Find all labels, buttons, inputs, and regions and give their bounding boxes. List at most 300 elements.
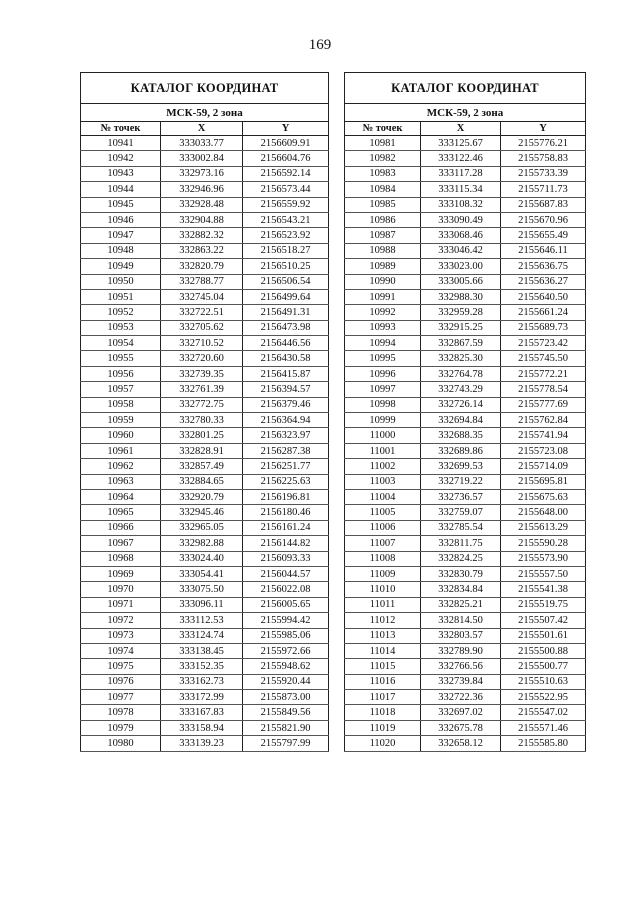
y-coordinate-cell: 2156506.54 bbox=[243, 274, 329, 289]
x-coordinate-cell: 333112.53 bbox=[161, 613, 243, 628]
table-row bbox=[345, 489, 586, 504]
y-coordinate-cell: 2156323.97 bbox=[243, 428, 329, 443]
y-coordinate-cell: 2156144.82 bbox=[243, 536, 329, 551]
point-number-cell: 11006 bbox=[345, 520, 421, 535]
y-coordinate-cell: 2156609.91 bbox=[243, 136, 329, 151]
y-coordinate-cell: 2155557.50 bbox=[501, 566, 586, 581]
table-row bbox=[345, 259, 586, 274]
column-header-y: Y bbox=[501, 122, 586, 136]
point-number-cell: 10972 bbox=[81, 613, 161, 628]
x-coordinate-cell: 332830.79 bbox=[421, 566, 501, 581]
point-number-cell: 10964 bbox=[81, 489, 161, 504]
y-coordinate-cell: 2155948.62 bbox=[243, 659, 329, 674]
x-coordinate-cell: 333096.11 bbox=[161, 597, 243, 612]
column-header-point-number: № точек bbox=[81, 122, 161, 136]
table-row bbox=[81, 597, 329, 612]
table-row bbox=[81, 413, 329, 428]
y-coordinate-cell: 2155646.11 bbox=[501, 243, 586, 258]
point-number-cell: 10960 bbox=[81, 428, 161, 443]
table-row bbox=[345, 520, 586, 535]
point-number-cell: 10966 bbox=[81, 520, 161, 535]
y-coordinate-cell: 2155585.80 bbox=[501, 736, 586, 751]
table-row bbox=[345, 182, 586, 197]
x-coordinate-cell: 332772.75 bbox=[161, 397, 243, 412]
x-coordinate-cell: 333054.41 bbox=[161, 566, 243, 581]
y-coordinate-cell: 2155636.75 bbox=[501, 259, 586, 274]
point-number-cell: 11008 bbox=[345, 551, 421, 566]
y-coordinate-cell: 2156592.14 bbox=[243, 166, 329, 181]
point-number-cell: 10997 bbox=[345, 382, 421, 397]
y-coordinate-cell: 2156604.76 bbox=[243, 151, 329, 166]
x-coordinate-cell: 333033.77 bbox=[161, 136, 243, 151]
point-number-cell: 11012 bbox=[345, 613, 421, 628]
point-number-cell: 10996 bbox=[345, 366, 421, 381]
table-title: КАТАЛОГ КООРДИНАТ bbox=[81, 73, 329, 104]
table-row bbox=[345, 705, 586, 720]
y-coordinate-cell: 2155758.83 bbox=[501, 151, 586, 166]
y-coordinate-cell: 2156430.58 bbox=[243, 351, 329, 366]
x-coordinate-cell: 333115.34 bbox=[421, 182, 501, 197]
table-row bbox=[81, 382, 329, 397]
y-coordinate-cell: 2156093.33 bbox=[243, 551, 329, 566]
y-coordinate-cell: 2155762.84 bbox=[501, 413, 586, 428]
table-row bbox=[81, 582, 329, 597]
y-coordinate-cell: 2156491.31 bbox=[243, 305, 329, 320]
point-number-cell: 11002 bbox=[345, 459, 421, 474]
y-coordinate-cell: 2155590.28 bbox=[501, 536, 586, 551]
table-row bbox=[345, 366, 586, 381]
y-coordinate-cell: 2155821.90 bbox=[243, 720, 329, 735]
x-coordinate-cell: 332863.22 bbox=[161, 243, 243, 258]
table-row bbox=[345, 228, 586, 243]
x-coordinate-cell: 333125.67 bbox=[421, 136, 501, 151]
x-coordinate-cell: 332904.88 bbox=[161, 212, 243, 227]
x-coordinate-cell: 333167.83 bbox=[161, 705, 243, 720]
point-number-cell: 10973 bbox=[81, 628, 161, 643]
x-coordinate-cell: 332834.84 bbox=[421, 582, 501, 597]
point-number-cell: 10941 bbox=[81, 136, 161, 151]
table-row bbox=[345, 443, 586, 458]
point-number-cell: 10976 bbox=[81, 674, 161, 689]
y-coordinate-cell: 2155920.44 bbox=[243, 674, 329, 689]
point-number-cell: 11020 bbox=[345, 736, 421, 751]
table-row bbox=[345, 736, 586, 751]
x-coordinate-cell: 332825.21 bbox=[421, 597, 501, 612]
table-row bbox=[81, 690, 329, 705]
page-number: 169 bbox=[308, 37, 332, 53]
table-row bbox=[81, 613, 329, 628]
x-coordinate-cell: 332988.30 bbox=[421, 289, 501, 304]
table-row bbox=[81, 197, 329, 212]
column-header-x: X bbox=[421, 122, 501, 136]
x-coordinate-cell: 333023.00 bbox=[421, 259, 501, 274]
y-coordinate-cell: 2156044.57 bbox=[243, 566, 329, 581]
y-coordinate-cell: 2156022.08 bbox=[243, 582, 329, 597]
point-number-cell: 10962 bbox=[81, 459, 161, 474]
table-row bbox=[345, 212, 586, 227]
y-coordinate-cell: 2155670.96 bbox=[501, 212, 586, 227]
table-row bbox=[345, 320, 586, 335]
y-coordinate-cell: 2156559.92 bbox=[243, 197, 329, 212]
x-coordinate-cell: 332658.12 bbox=[421, 736, 501, 751]
point-number-cell: 10952 bbox=[81, 305, 161, 320]
y-coordinate-cell: 2155695.81 bbox=[501, 474, 586, 489]
table-row bbox=[345, 505, 586, 520]
x-coordinate-cell: 332694.84 bbox=[421, 413, 501, 428]
point-number-cell: 10949 bbox=[81, 259, 161, 274]
point-number-cell: 10977 bbox=[81, 690, 161, 705]
x-coordinate-cell: 332928.48 bbox=[161, 197, 243, 212]
point-number-cell: 10994 bbox=[345, 336, 421, 351]
y-coordinate-cell: 2155541.38 bbox=[501, 582, 586, 597]
point-number-cell: 10958 bbox=[81, 397, 161, 412]
y-coordinate-cell: 2155714.09 bbox=[501, 459, 586, 474]
table-row bbox=[81, 366, 329, 381]
x-coordinate-cell: 333068.46 bbox=[421, 228, 501, 243]
y-coordinate-cell: 2155636.27 bbox=[501, 274, 586, 289]
y-coordinate-cell: 2155500.77 bbox=[501, 659, 586, 674]
y-coordinate-cell: 2156287.38 bbox=[243, 443, 329, 458]
y-coordinate-cell: 2155723.08 bbox=[501, 443, 586, 458]
point-number-cell: 10975 bbox=[81, 659, 161, 674]
x-coordinate-cell: 332689.86 bbox=[421, 443, 501, 458]
point-number-cell: 10979 bbox=[81, 720, 161, 735]
table-row bbox=[81, 566, 329, 581]
table-subtitle: МСК-59, 2 зона bbox=[345, 104, 586, 122]
x-coordinate-cell: 333162.73 bbox=[161, 674, 243, 689]
point-number-cell: 11009 bbox=[345, 566, 421, 581]
y-coordinate-cell: 2156364.94 bbox=[243, 413, 329, 428]
y-coordinate-cell: 2155501.61 bbox=[501, 628, 586, 643]
table-row bbox=[345, 274, 586, 289]
x-coordinate-cell: 333024.40 bbox=[161, 551, 243, 566]
y-coordinate-cell: 2156499.64 bbox=[243, 289, 329, 304]
table-subtitle: МСК-59, 2 зона bbox=[81, 104, 329, 122]
point-number-cell: 10988 bbox=[345, 243, 421, 258]
x-coordinate-cell: 332736.57 bbox=[421, 489, 501, 504]
table-row bbox=[81, 551, 329, 566]
table-row bbox=[345, 243, 586, 258]
y-coordinate-cell: 2156573.44 bbox=[243, 182, 329, 197]
x-coordinate-cell: 332759.07 bbox=[421, 505, 501, 520]
table-row bbox=[345, 474, 586, 489]
table-row bbox=[345, 382, 586, 397]
table-row bbox=[345, 628, 586, 643]
point-number-cell: 10963 bbox=[81, 474, 161, 489]
y-coordinate-cell: 2156473.98 bbox=[243, 320, 329, 335]
table-row bbox=[345, 597, 586, 612]
point-number-cell: 11010 bbox=[345, 582, 421, 597]
column-header-point-number: № точек bbox=[345, 122, 421, 136]
y-coordinate-cell: 2156379.46 bbox=[243, 397, 329, 412]
x-coordinate-cell: 332920.79 bbox=[161, 489, 243, 504]
x-coordinate-cell: 332814.50 bbox=[421, 613, 501, 628]
point-number-cell: 10957 bbox=[81, 382, 161, 397]
y-coordinate-cell: 2155675.63 bbox=[501, 489, 586, 504]
y-coordinate-cell: 2155640.50 bbox=[501, 289, 586, 304]
y-coordinate-cell: 2155689.73 bbox=[501, 320, 586, 335]
point-number-cell: 10987 bbox=[345, 228, 421, 243]
x-coordinate-cell: 332973.16 bbox=[161, 166, 243, 181]
x-coordinate-cell: 332720.60 bbox=[161, 351, 243, 366]
point-number-cell: 11004 bbox=[345, 489, 421, 504]
table-row bbox=[81, 136, 329, 151]
x-coordinate-cell: 333158.94 bbox=[161, 720, 243, 735]
point-number-cell: 10961 bbox=[81, 443, 161, 458]
x-coordinate-cell: 332697.02 bbox=[421, 705, 501, 720]
x-coordinate-cell: 332945.46 bbox=[161, 505, 243, 520]
table-row bbox=[81, 274, 329, 289]
x-coordinate-cell: 332788.77 bbox=[161, 274, 243, 289]
point-number-cell: 11000 bbox=[345, 428, 421, 443]
table-row bbox=[81, 320, 329, 335]
table-row bbox=[81, 459, 329, 474]
point-number-cell: 11016 bbox=[345, 674, 421, 689]
x-coordinate-cell: 333124.74 bbox=[161, 628, 243, 643]
point-number-cell: 11011 bbox=[345, 597, 421, 612]
y-coordinate-cell: 2155655.49 bbox=[501, 228, 586, 243]
point-number-cell: 10942 bbox=[81, 151, 161, 166]
y-coordinate-cell: 2155733.39 bbox=[501, 166, 586, 181]
table-row bbox=[345, 336, 586, 351]
x-coordinate-cell: 332761.39 bbox=[161, 382, 243, 397]
table-row bbox=[81, 428, 329, 443]
point-number-cell: 11003 bbox=[345, 474, 421, 489]
x-coordinate-cell: 333172.99 bbox=[161, 690, 243, 705]
y-coordinate-cell: 2155711.73 bbox=[501, 182, 586, 197]
y-coordinate-cell: 2155778.54 bbox=[501, 382, 586, 397]
y-coordinate-cell: 2156180.46 bbox=[243, 505, 329, 520]
y-coordinate-cell: 2155849.56 bbox=[243, 705, 329, 720]
table-row bbox=[81, 628, 329, 643]
table-row bbox=[81, 720, 329, 735]
table-row bbox=[345, 566, 586, 581]
y-coordinate-cell: 2155687.83 bbox=[501, 197, 586, 212]
x-coordinate-cell: 332766.56 bbox=[421, 659, 501, 674]
point-number-cell: 10992 bbox=[345, 305, 421, 320]
table-row bbox=[345, 428, 586, 443]
table-row bbox=[81, 736, 329, 751]
x-coordinate-cell: 333090.49 bbox=[421, 212, 501, 227]
point-number-cell: 10974 bbox=[81, 643, 161, 658]
x-coordinate-cell: 332785.54 bbox=[421, 520, 501, 535]
point-number-cell: 10985 bbox=[345, 197, 421, 212]
x-coordinate-cell: 332710.52 bbox=[161, 336, 243, 351]
x-coordinate-cell: 333138.45 bbox=[161, 643, 243, 658]
point-number-cell: 11019 bbox=[345, 720, 421, 735]
table-row bbox=[345, 197, 586, 212]
point-number-cell: 11017 bbox=[345, 690, 421, 705]
x-coordinate-cell: 333139.23 bbox=[161, 736, 243, 751]
x-coordinate-cell: 333002.84 bbox=[161, 151, 243, 166]
point-number-cell: 10953 bbox=[81, 320, 161, 335]
x-coordinate-cell: 332965.05 bbox=[161, 520, 243, 535]
y-coordinate-cell: 2155985.06 bbox=[243, 628, 329, 643]
y-coordinate-cell: 2156251.77 bbox=[243, 459, 329, 474]
y-coordinate-cell: 2156161.24 bbox=[243, 520, 329, 535]
table-title: КАТАЛОГ КООРДИНАТ bbox=[345, 73, 586, 104]
y-coordinate-cell: 2155776.21 bbox=[501, 136, 586, 151]
y-coordinate-cell: 2156225.63 bbox=[243, 474, 329, 489]
point-number-cell: 10998 bbox=[345, 397, 421, 412]
table-row bbox=[81, 659, 329, 674]
x-coordinate-cell: 332739.84 bbox=[421, 674, 501, 689]
coordinate-catalog-table-left bbox=[80, 72, 329, 752]
y-coordinate-cell: 2156446.56 bbox=[243, 336, 329, 351]
y-coordinate-cell: 2155661.24 bbox=[501, 305, 586, 320]
x-coordinate-cell: 332688.35 bbox=[421, 428, 501, 443]
x-coordinate-cell: 332811.75 bbox=[421, 536, 501, 551]
point-number-cell: 10965 bbox=[81, 505, 161, 520]
x-coordinate-cell: 332719.22 bbox=[421, 474, 501, 489]
x-coordinate-cell: 333046.42 bbox=[421, 243, 501, 258]
y-coordinate-cell: 2155522.95 bbox=[501, 690, 586, 705]
y-coordinate-cell: 2156518.27 bbox=[243, 243, 329, 258]
table-row bbox=[345, 643, 586, 658]
coordinate-catalog-table-right bbox=[344, 72, 586, 752]
table-row bbox=[81, 643, 329, 658]
table-row bbox=[345, 351, 586, 366]
x-coordinate-cell: 332982.88 bbox=[161, 536, 243, 551]
x-coordinate-cell: 332675.78 bbox=[421, 720, 501, 735]
point-number-cell: 10946 bbox=[81, 212, 161, 227]
x-coordinate-cell: 332882.32 bbox=[161, 228, 243, 243]
table-row bbox=[345, 136, 586, 151]
point-number-cell: 11013 bbox=[345, 628, 421, 643]
table-row bbox=[345, 151, 586, 166]
table-row bbox=[345, 720, 586, 735]
point-number-cell: 11007 bbox=[345, 536, 421, 551]
point-number-cell: 10951 bbox=[81, 289, 161, 304]
point-number-cell: 10944 bbox=[81, 182, 161, 197]
x-coordinate-cell: 333117.28 bbox=[421, 166, 501, 181]
table-row bbox=[81, 520, 329, 535]
x-coordinate-cell: 332705.62 bbox=[161, 320, 243, 335]
x-coordinate-cell: 332743.29 bbox=[421, 382, 501, 397]
point-number-cell: 10984 bbox=[345, 182, 421, 197]
table-row bbox=[81, 151, 329, 166]
table-row bbox=[81, 243, 329, 258]
x-coordinate-cell: 332789.90 bbox=[421, 643, 501, 658]
x-coordinate-cell: 332801.25 bbox=[161, 428, 243, 443]
x-coordinate-cell: 332820.79 bbox=[161, 259, 243, 274]
table-row bbox=[81, 674, 329, 689]
x-coordinate-cell: 332959.28 bbox=[421, 305, 501, 320]
table-row bbox=[81, 351, 329, 366]
point-number-cell: 10971 bbox=[81, 597, 161, 612]
table-row bbox=[345, 536, 586, 551]
table-row bbox=[345, 613, 586, 628]
y-coordinate-cell: 2155777.69 bbox=[501, 397, 586, 412]
y-coordinate-cell: 2156394.57 bbox=[243, 382, 329, 397]
table-row bbox=[81, 166, 329, 181]
y-coordinate-cell: 2155741.94 bbox=[501, 428, 586, 443]
table-row bbox=[345, 459, 586, 474]
x-coordinate-cell: 332946.96 bbox=[161, 182, 243, 197]
point-number-cell: 11018 bbox=[345, 705, 421, 720]
y-coordinate-cell: 2156510.25 bbox=[243, 259, 329, 274]
table-row bbox=[81, 474, 329, 489]
point-number-cell: 10968 bbox=[81, 551, 161, 566]
x-coordinate-cell: 332857.49 bbox=[161, 459, 243, 474]
x-coordinate-cell: 332803.57 bbox=[421, 628, 501, 643]
y-coordinate-cell: 2155873.00 bbox=[243, 690, 329, 705]
table-row bbox=[345, 305, 586, 320]
point-number-cell: 10950 bbox=[81, 274, 161, 289]
point-number-cell: 10989 bbox=[345, 259, 421, 274]
point-number-cell: 10959 bbox=[81, 413, 161, 428]
table-row bbox=[81, 228, 329, 243]
x-coordinate-cell: 332828.91 bbox=[161, 443, 243, 458]
point-number-cell: 11015 bbox=[345, 659, 421, 674]
point-number-cell: 10956 bbox=[81, 366, 161, 381]
table-row bbox=[345, 551, 586, 566]
x-coordinate-cell: 332825.30 bbox=[421, 351, 501, 366]
x-coordinate-cell: 332884.65 bbox=[161, 474, 243, 489]
y-coordinate-cell: 2156005.65 bbox=[243, 597, 329, 612]
point-number-cell: 10990 bbox=[345, 274, 421, 289]
table-row bbox=[345, 674, 586, 689]
point-number-cell: 10970 bbox=[81, 582, 161, 597]
x-coordinate-cell: 333122.46 bbox=[421, 151, 501, 166]
y-coordinate-cell: 2155972.66 bbox=[243, 643, 329, 658]
y-coordinate-cell: 2155507.42 bbox=[501, 613, 586, 628]
y-coordinate-cell: 2156415.87 bbox=[243, 366, 329, 381]
y-coordinate-cell: 2155500.88 bbox=[501, 643, 586, 658]
x-coordinate-cell: 332722.36 bbox=[421, 690, 501, 705]
column-header-y: Y bbox=[243, 122, 329, 136]
x-coordinate-cell: 332824.25 bbox=[421, 551, 501, 566]
point-number-cell: 10995 bbox=[345, 351, 421, 366]
table-row bbox=[345, 289, 586, 304]
table-row bbox=[81, 505, 329, 520]
table-row bbox=[345, 659, 586, 674]
point-number-cell: 10969 bbox=[81, 566, 161, 581]
x-coordinate-cell: 332699.53 bbox=[421, 459, 501, 474]
x-coordinate-cell: 333108.32 bbox=[421, 197, 501, 212]
table-body bbox=[345, 136, 586, 752]
y-coordinate-cell: 2155994.42 bbox=[243, 613, 329, 628]
point-number-cell: 10983 bbox=[345, 166, 421, 181]
table-row bbox=[345, 397, 586, 412]
table-row bbox=[81, 212, 329, 227]
y-coordinate-cell: 2156543.21 bbox=[243, 212, 329, 227]
x-coordinate-cell: 332915.25 bbox=[421, 320, 501, 335]
table-row bbox=[345, 690, 586, 705]
y-coordinate-cell: 2156196.81 bbox=[243, 489, 329, 504]
y-coordinate-cell: 2155797.99 bbox=[243, 736, 329, 751]
point-number-cell: 10999 bbox=[345, 413, 421, 428]
y-coordinate-cell: 2156523.92 bbox=[243, 228, 329, 243]
x-coordinate-cell: 332739.35 bbox=[161, 366, 243, 381]
table-row bbox=[81, 259, 329, 274]
table-row bbox=[81, 182, 329, 197]
point-number-cell: 11001 bbox=[345, 443, 421, 458]
y-coordinate-cell: 2155510.63 bbox=[501, 674, 586, 689]
y-coordinate-cell: 2155745.50 bbox=[501, 351, 586, 366]
table-row bbox=[345, 413, 586, 428]
point-number-cell: 10967 bbox=[81, 536, 161, 551]
column-header-x: X bbox=[161, 122, 243, 136]
table-row bbox=[81, 305, 329, 320]
point-number-cell: 10993 bbox=[345, 320, 421, 335]
table-row bbox=[81, 536, 329, 551]
point-number-cell: 10980 bbox=[81, 736, 161, 751]
table-row bbox=[81, 289, 329, 304]
point-number-cell: 11014 bbox=[345, 643, 421, 658]
point-number-cell: 10954 bbox=[81, 336, 161, 351]
point-number-cell: 10978 bbox=[81, 705, 161, 720]
